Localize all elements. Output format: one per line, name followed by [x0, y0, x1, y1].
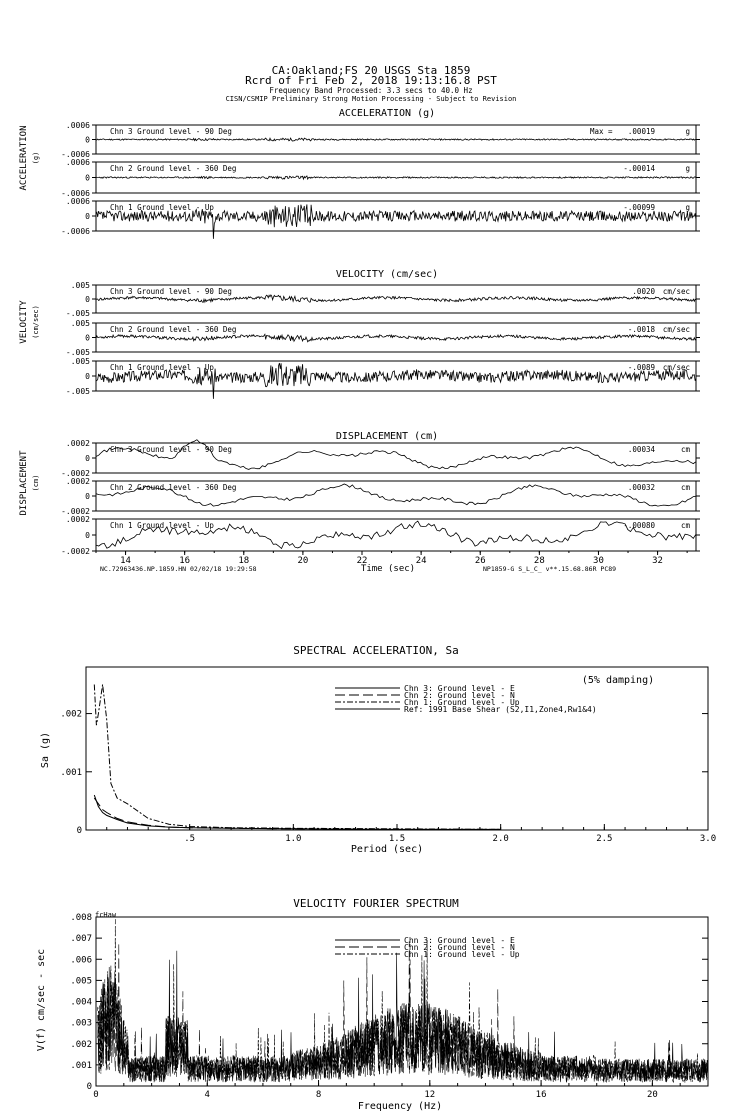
fs-title: VELOCITY FOURIER SPECTRUM — [293, 897, 459, 910]
y-tick-label: -.0006 — [61, 227, 90, 236]
spectral-acceleration-chart — [40, 644, 716, 855]
sa-series-line — [94, 798, 500, 829]
sa-xlabel: Period (sec) — [350, 844, 424, 855]
trace-panel — [66, 281, 700, 318]
channel-label: Chn 1 Ground level - Up — [110, 521, 214, 530]
channel-label: Chn 2 Ground level - 360 Deg — [110, 483, 237, 492]
y-tick-label: -.0002 — [61, 469, 90, 478]
legend-entry: Ref: 1991 Base Shear (S2,I1,Zone4,Rw1&4) — [404, 705, 597, 714]
x-tick-label: .5 — [184, 834, 196, 844]
peak-unit: g — [685, 164, 690, 173]
y-tick-label: .0002 — [65, 477, 90, 486]
y-tick-label: .005 — [70, 281, 90, 290]
x-tick-label: 28 — [533, 556, 545, 566]
peak-value: -.00014 — [623, 164, 655, 173]
y-tick-label: .003 — [70, 1018, 92, 1029]
channel-label: Chn 1 Ground level - Up — [110, 363, 214, 372]
x-tick-label: 12 — [424, 1090, 436, 1100]
x-tick-label: 16 — [535, 1090, 547, 1100]
time-axis — [96, 551, 687, 574]
sa-series-line — [94, 795, 500, 829]
x-tick-label: 3.0 — [699, 834, 717, 844]
velocity-ylabel: VELOCITY — [19, 300, 29, 344]
displacement-group — [19, 431, 700, 556]
y-tick-label: 0 — [85, 492, 90, 501]
sa-frame — [86, 667, 708, 830]
x-tick-label: 32 — [652, 556, 663, 566]
x-tick-label: 30 — [593, 556, 604, 566]
y-tick-label: .001 — [60, 767, 82, 778]
displacement-yunit: (cm) — [32, 474, 40, 492]
trace-panel — [61, 197, 700, 239]
channel-label: Chn 3 Ground level - 90 Deg — [110, 287, 232, 296]
peak-value: .00019 — [627, 127, 655, 136]
x-tick-label: 2.5 — [596, 834, 613, 844]
trace-panel — [66, 357, 700, 399]
waveform — [96, 295, 696, 303]
header-line-3: Frequency Band Processed: 3.3 secs to 40.0 Hz — [269, 86, 473, 95]
y-tick-label: .005 — [70, 319, 90, 328]
x-tick-label: 0 — [93, 1090, 99, 1100]
peak-value: -.0089 — [627, 363, 655, 372]
y-tick-label: -.005 — [65, 309, 90, 318]
time-history-panels — [19, 108, 700, 574]
x-tick-label: 18 — [238, 556, 250, 566]
trace-panel — [61, 439, 700, 478]
y-tick-label: .0006 — [65, 197, 90, 206]
y-tick-label: 0 — [85, 212, 90, 221]
velocity-group — [19, 269, 700, 399]
x-tick-label: 4 — [204, 1090, 210, 1100]
y-tick-label: .008 — [70, 913, 92, 923]
channel-label: Chn 3 Ground level - 90 Deg — [110, 127, 232, 136]
y-tick-label: .005 — [70, 976, 92, 987]
peak-unit: g — [685, 203, 690, 212]
legend-entry: Chn 3: Ground level - E — [404, 684, 515, 693]
channel-label: Chn 2 Ground level - 360 Deg — [110, 164, 237, 173]
x-tick-label: 1.0 — [285, 834, 302, 844]
y-tick-label: -.0006 — [61, 150, 90, 159]
header-line-4: CISN/CSMIP Preliminary Strong Motion Processing - Subject to Revision — [225, 95, 517, 103]
velocity-fourier-spectrum-chart — [36, 897, 708, 1112]
y-tick-label: .0002 — [65, 439, 90, 448]
fs-ylabel: V(f) cm/sec - sec — [36, 948, 47, 1052]
legend-entry: Chn 1: Ground level - Up — [404, 950, 520, 959]
trace-panel — [61, 158, 700, 198]
sa-title: SPECTRAL ACCELERATION, Sa — [293, 644, 459, 657]
acceleration-yunit: (g) — [32, 151, 40, 165]
y-tick-label: .002 — [60, 709, 82, 720]
header-line-2: Rcrd of Fri Feb 2, 2018 19:13:16.8 PST — [245, 74, 497, 87]
y-tick-label: .001 — [70, 1060, 92, 1071]
y-tick-label: -.0002 — [61, 547, 90, 556]
trace-panel — [61, 515, 700, 556]
peak-unit: g — [685, 127, 690, 136]
y-tick-label: 0 — [76, 826, 82, 836]
waveform — [96, 176, 696, 179]
x-tick-label: 2.0 — [492, 834, 509, 844]
displacement-ylabel: DISPLACEMENT — [19, 450, 29, 516]
fs-xlabel: Frequency (Hz) — [357, 1101, 443, 1112]
x-tick-label: 26 — [474, 556, 486, 566]
displacement-title: DISPLACEMENT (cm) — [335, 431, 439, 442]
x-tick-label: 22 — [356, 556, 368, 566]
peak-unit: cm/sec — [662, 325, 690, 334]
peak-value: -.00099 — [623, 203, 655, 212]
peak-unit: cm — [680, 483, 690, 492]
channel-label: Chn 3 Ground level - 90 Deg — [110, 445, 232, 454]
legend-entry: Chn 2: Ground level - N — [404, 943, 515, 952]
waveform — [96, 334, 696, 342]
legend-entry: Chn 2: Ground level - N — [404, 691, 515, 700]
legend-entry: Chn 3: Ground level - E — [404, 936, 515, 945]
trace-panel — [61, 477, 700, 516]
y-tick-label: .006 — [70, 955, 92, 966]
x-tick-label: 14 — [120, 556, 131, 566]
peak-value: -.00080 — [623, 521, 655, 530]
trace-panel — [66, 319, 700, 357]
peak-value: -.0018 — [627, 325, 655, 334]
legend-entry: Chn 1: Ground level - Up — [404, 698, 520, 707]
peak-value: .0020 — [632, 287, 655, 296]
sa-ylabel: Sa (g) — [40, 731, 51, 769]
y-tick-label: 0 — [85, 372, 90, 381]
peak-value: .00034 — [627, 445, 655, 454]
y-tick-label: 0 — [85, 454, 90, 463]
footer-right: NP1859-G S_L_C_ v**.15.68.86R PC89 — [483, 565, 617, 573]
y-tick-label: 0 — [85, 135, 90, 145]
x-tick-label: 16 — [179, 556, 191, 566]
fs-corner-label: fcHaw — [95, 911, 117, 919]
peak-unit: cm/sec — [662, 363, 690, 372]
channel-label: Chn 1 Ground level - Up — [110, 203, 214, 212]
y-tick-label: -.005 — [65, 348, 90, 357]
y-tick-label: 0 — [85, 333, 90, 343]
acceleration-title: ACCELERATION (g) — [338, 108, 436, 119]
x-tick-label: 1.5 — [388, 834, 406, 844]
velocity-title: VELOCITY (cm/sec) — [335, 269, 439, 280]
trace-panel — [61, 121, 700, 159]
velocity-yunit: (cm/sec) — [32, 305, 40, 339]
y-tick-label: -.0006 — [61, 189, 90, 198]
channel-label: Chn 2 Ground level - 360 Deg — [110, 325, 237, 334]
acceleration-group — [19, 108, 700, 239]
y-tick-label: -.005 — [65, 387, 90, 396]
y-tick-label: -.0002 — [61, 507, 90, 516]
peak-unit: cm/sec — [662, 287, 690, 296]
sa-note: (5% damping) — [581, 675, 655, 686]
x-tick-label: 20 — [646, 1090, 658, 1100]
y-tick-label: .004 — [70, 997, 92, 1008]
footer-left: NC.72963436.NP.1859.HN 02/02/18 19:29:58 — [100, 565, 257, 573]
max-label: Max = — [590, 127, 613, 136]
y-tick-label: .007 — [70, 934, 92, 945]
x-tick-label: 24 — [415, 556, 427, 566]
peak-unit: cm — [680, 445, 690, 454]
y-tick-label: 0 — [85, 295, 90, 304]
header-line-1: CA:Oakland;FS 20 USGS Sta 1859 — [271, 64, 471, 77]
x-tick-label: 20 — [297, 556, 309, 566]
y-tick-label: .0002 — [65, 515, 90, 524]
time-xlabel: Time (sec) — [360, 564, 416, 574]
y-tick-label: .005 — [70, 357, 90, 366]
acceleration-ylabel: ACCELERATION — [19, 125, 29, 191]
peak-unit: cm — [680, 521, 690, 530]
y-tick-label: .0006 — [65, 158, 90, 167]
y-tick-label: 0 — [85, 173, 90, 183]
x-tick-label: 8 — [315, 1090, 322, 1100]
peak-value: .00032 — [627, 483, 655, 492]
y-tick-label: .0006 — [65, 121, 90, 130]
waveform — [96, 138, 696, 141]
y-tick-label: 0 — [85, 531, 90, 540]
y-tick-label: .002 — [70, 1039, 92, 1050]
y-tick-label: 0 — [86, 1082, 92, 1092]
